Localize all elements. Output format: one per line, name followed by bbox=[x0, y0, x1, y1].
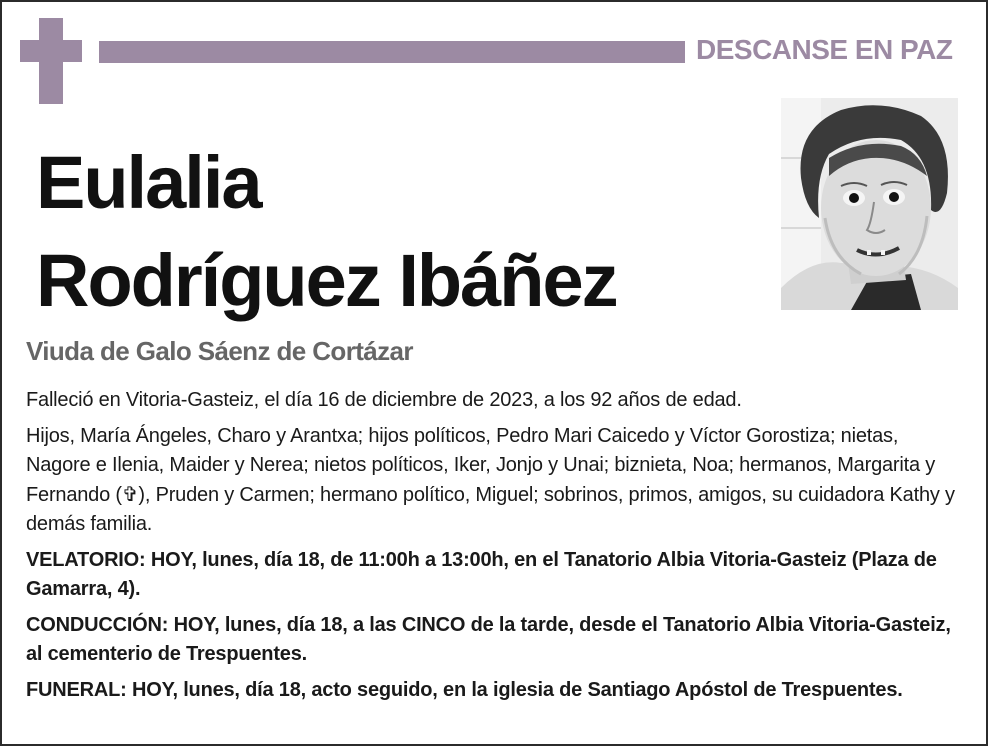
velatorio-info: VELATORIO: HOY, lunes, día 18, de 11:00h a 13:00h, en el Tanatorio Albia Vitoria-Gasteiz (Plaza de Gamarra, 4). bbox=[26, 548, 937, 600]
family-list bbox=[26, 422, 956, 540]
notice-body bbox=[26, 386, 956, 711]
header-label: DESCANSE EN PAZ bbox=[696, 34, 953, 65]
portrait-image bbox=[781, 98, 958, 310]
surnames: Rodríguez Ibáñez bbox=[36, 239, 617, 322]
death-notice: Falleció en Vitoria-Gasteiz, el día 16 de diciembre de 2023, a los 92 años de edad. bbox=[26, 389, 742, 411]
family-list-part2: ), Pruden y Carmen; hermano político, Miguel; sobrinos, primos, amigos, su cuidadora Kathy y demás familia. bbox=[26, 483, 955, 535]
deceased-cross-icon: ✞ bbox=[121, 483, 139, 506]
cross-horizontal-bar bbox=[20, 40, 82, 62]
widow-subtitle: Viuda de Galo Sáenz de Cortázar bbox=[26, 336, 413, 366]
funeral-info: FUNERAL: HOY, lunes, día 18, acto seguido, en la iglesia de Santiago Apóstol de Trespuentes. bbox=[26, 678, 903, 701]
deceased-name bbox=[36, 134, 617, 330]
portrait-photo bbox=[781, 98, 958, 310]
first-name: Eulalia bbox=[36, 141, 261, 224]
conduccion-info: CONDUCCIÓN: HOY, lunes, día 18, a las CINCO de la tarde, desde el Tanatorio Albia Vitoria-Gasteiz, al cementerio de Trespuentes. bbox=[26, 613, 951, 665]
family-list-part1: Hijos, María Ángeles, Charo y Arantxa; hijos políticos, Pedro Mari Caicedo y Víctor Gorostiza; nietas, Nagore e Ilenia, Maider y Nerea; nietos políticos, Iker, Jonjo y Unai; biznieta, Noa; hermanos, Margarita y Fernando ( bbox=[26, 424, 936, 506]
header-divider-bar bbox=[99, 41, 685, 63]
